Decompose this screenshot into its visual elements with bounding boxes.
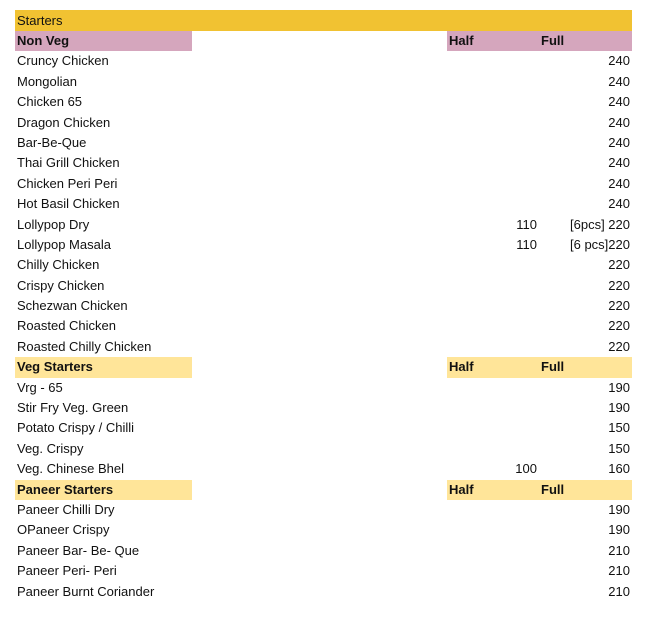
item-full-price: 190 [608, 379, 630, 395]
item-name: Vrg - 65 [17, 379, 63, 395]
item-name: Schezwan Chicken [17, 298, 128, 314]
item-full-price: 160 [608, 461, 630, 477]
item-half-price [447, 51, 537, 71]
menu-item [15, 398, 632, 418]
menu-item [15, 276, 632, 296]
item-full-price: 150 [608, 420, 630, 436]
item-full-price: [6pcs] 220 [570, 216, 630, 232]
item-name: Paneer Peri- Peri [17, 563, 117, 579]
item-name: Roasted Chilly Chicken [17, 338, 152, 354]
item-half-price [447, 520, 537, 540]
menu-item [15, 561, 632, 581]
item-full-price: 190 [608, 501, 630, 517]
section-name: Non Veg [15, 31, 192, 51]
item-name: Lollypop Masala [17, 236, 111, 252]
item-half-price [447, 378, 537, 398]
menu-item [15, 582, 632, 602]
item-name: Hot Basil Chicken [17, 196, 120, 212]
item-name: OPaneer Crispy [17, 522, 110, 538]
item-half-price [447, 316, 537, 336]
menu-item [15, 418, 632, 438]
item-full-price: 190 [608, 400, 630, 416]
item-half-price [447, 418, 537, 438]
section-header [15, 480, 632, 500]
full-label: Full [540, 357, 632, 377]
item-name: Dragon Chicken [17, 114, 111, 130]
menu-item [15, 520, 632, 540]
item-half-price: 110 [516, 236, 537, 252]
menu-item [15, 255, 632, 275]
item-name: Roasted Chicken [17, 318, 116, 334]
item-full-price: 220 [608, 298, 630, 314]
item-half-price [447, 561, 537, 581]
menu-item [15, 153, 632, 173]
item-full-price: 240 [608, 94, 630, 110]
full-label: Full [540, 31, 632, 51]
menu-item [15, 337, 632, 357]
item-full-price: 240 [608, 175, 630, 191]
item-full-price: 220 [608, 277, 630, 293]
item-name: Cruncy Chicken [17, 53, 109, 69]
menu-item [15, 72, 632, 92]
item-full-price: 150 [608, 440, 630, 456]
item-half-price [447, 133, 537, 153]
item-name: Paneer Burnt Coriander [17, 583, 155, 599]
section-name: Veg Starters [15, 357, 192, 377]
item-half-price [447, 337, 537, 357]
item-name: Chicken 65 [17, 94, 83, 110]
item-full-price: 210 [608, 542, 630, 558]
item-name: Veg. Crispy [17, 440, 84, 456]
full-label: Full [540, 480, 632, 500]
item-full-price: 240 [608, 114, 630, 130]
item-half-price [447, 541, 537, 561]
item-half-price: 100 [515, 461, 537, 477]
item-name: Thai Grill Chicken [17, 155, 120, 171]
item-name: Paneer Bar- Be- Que [17, 542, 140, 558]
menu-title: Starters [15, 10, 632, 31]
item-name: Potato Crispy / Chilli [17, 420, 135, 436]
item-name: Stir Fry Veg. Green [17, 400, 129, 416]
section-name: Paneer Starters [15, 480, 192, 500]
item-name: Lollypop Dry [17, 216, 90, 232]
menu-item [15, 378, 632, 398]
item-half-price: 110 [516, 216, 537, 232]
item-full-price: 240 [608, 196, 630, 212]
item-half-price [447, 153, 537, 173]
item-half-price [447, 276, 537, 296]
half-label: Half [447, 480, 540, 500]
section-header [15, 31, 632, 51]
menu-item [15, 500, 632, 520]
item-name: Veg. Chinese Bhel [17, 461, 124, 477]
item-half-price [447, 439, 537, 459]
item-half-price [447, 296, 537, 316]
menu-item [15, 215, 632, 235]
menu-item [15, 174, 632, 194]
item-half-price [447, 113, 537, 133]
item-full-price: 240 [608, 134, 630, 150]
menu-item [15, 439, 632, 459]
item-half-price [447, 500, 537, 520]
menu-item [15, 51, 632, 71]
menu-item [15, 316, 632, 336]
item-full-price: 220 [608, 318, 630, 334]
section-header [15, 357, 632, 377]
item-name: Crispy Chicken [17, 277, 105, 293]
item-half-price [447, 194, 537, 214]
menu-item [15, 133, 632, 153]
menu-item [15, 92, 632, 112]
item-full-price: 240 [608, 53, 630, 69]
menu-item [15, 541, 632, 561]
menu-item [15, 194, 632, 214]
item-full-price: 240 [608, 73, 630, 89]
item-name: Paneer Chilli Dry [17, 501, 115, 517]
menu-item [15, 235, 632, 255]
item-full-price: 220 [608, 338, 630, 354]
item-name: Chicken Peri Peri [17, 175, 118, 191]
menu-item [15, 113, 632, 133]
menu-item [15, 459, 632, 479]
item-full-price: 240 [608, 155, 630, 171]
item-half-price [447, 92, 537, 112]
item-half-price [447, 255, 537, 275]
item-full-price: 220 [608, 257, 630, 273]
menu-item [15, 296, 632, 316]
item-name: Mongolian [17, 73, 77, 89]
item-half-price [447, 582, 537, 602]
item-full-price: 210 [608, 563, 630, 579]
item-name: Chilly Chicken [17, 257, 100, 273]
item-half-price [447, 398, 537, 418]
item-full-price: 210 [608, 583, 630, 599]
half-label: Half [447, 357, 540, 377]
item-name: Bar-Be-Que [17, 134, 87, 150]
item-full-price: [6 pcs]220 [570, 236, 630, 252]
item-half-price [447, 174, 537, 194]
half-label: Half [447, 31, 540, 51]
item-full-price: 190 [608, 522, 630, 538]
item-half-price [447, 72, 537, 92]
menu-sheet [15, 10, 632, 602]
